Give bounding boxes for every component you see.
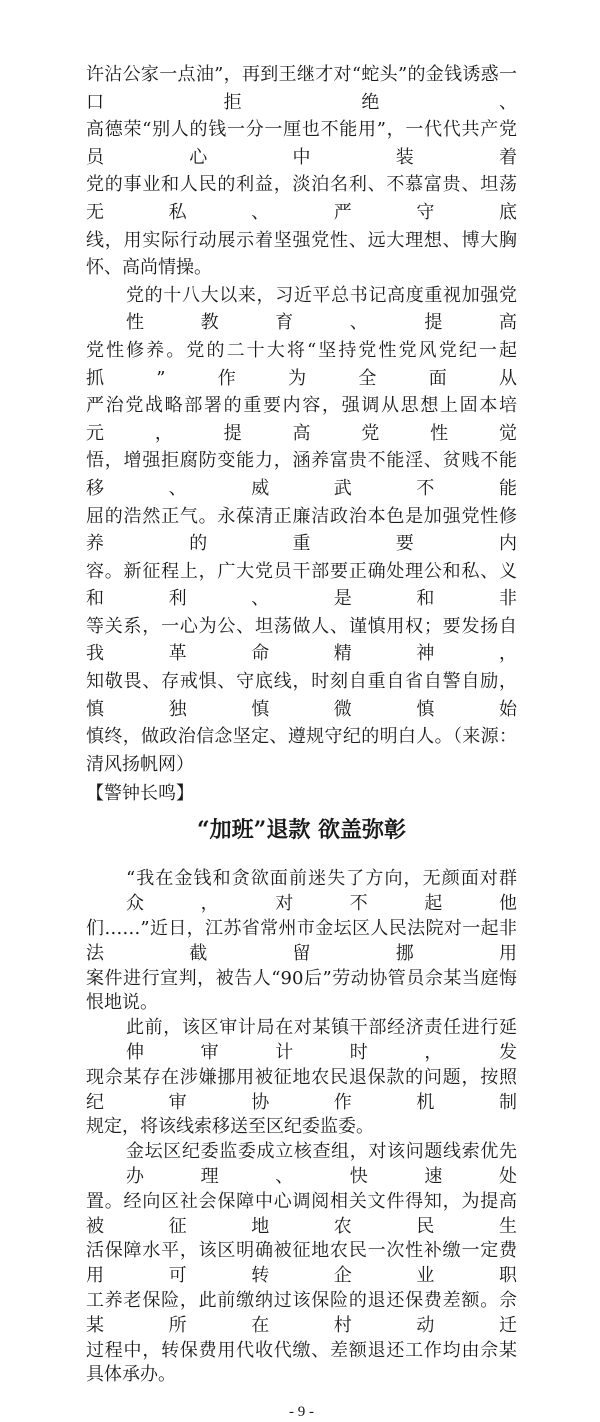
section-label: 【警钟长鸣】 — [86, 783, 194, 805]
text-line: 知敬畏、存戒惧、守底线，时刻自重自省自警自励，慎独慎微慎始 — [86, 671, 517, 720]
paragraph — [86, 282, 517, 779]
text-line: 线，用实际行动展示着坚强党性、远大理想、博大胸怀、高尚情操。 — [86, 229, 517, 279]
text-line: 容。新征程上，广大党员干部要正确处理公和私、义和利、是和非 — [86, 560, 517, 610]
text-line: 置。经向区社会保障中心调阅相关文件得知，为提高被征地农民生 — [86, 1190, 517, 1237]
body-text-bottom — [86, 867, 517, 1388]
text-line: 规定，将该线索移送至区纪委监委。 — [86, 1116, 374, 1138]
text-line: “我在金钱和贪欲面前迷失了方向，无颜面对群众，对不起他 — [126, 868, 517, 915]
text-line: 金坛区纪委监委成立核查组，对该问题线索优先办理、快速处 — [126, 1141, 517, 1187]
body-text-top — [86, 61, 517, 778]
paragraph — [86, 867, 517, 1016]
paragraph — [86, 1140, 517, 1388]
article-title: “加班”退款 欲盖弥彰 — [197, 817, 406, 844]
text-line: 悟，增强拒腐防变能力，涵养富贵不能淫、贫贱不能移、威武不能 — [86, 450, 517, 499]
text-line: 案件进行宣判，被告人“90后”劳动协管员佘某当庭悔恨地说。 — [86, 967, 517, 1014]
text-line: 屈的浩然正气。永葆清正廉洁政治本色是加强党性修养的重要内 — [86, 505, 517, 555]
text-line: 工养老保险，此前缴纳过该保险的退还保费差额。佘某所在村动迁 — [86, 1289, 517, 1336]
text-line: 等关系，一心为公、坦荡做人、谨慎用权；要发扬自我革命精神， — [86, 615, 517, 665]
text-line: 党的十八大以来，习近平总书记高度重视加强党性教育、提高 — [126, 284, 517, 334]
text-line: 许沾公家一点油”，再到王继才对“蛇头”的金钱诱惑一口拒绝、 — [86, 64, 517, 113]
page-number: - 9 - — [289, 1404, 314, 1421]
text-line: 高德荣“别人的钱一分一厘也不能用”，一代代共产党员心中装着 — [86, 119, 517, 168]
text-line: 党性修养。党的二十大将“坚持党性党风党纪一起抓”作为全面从 — [86, 339, 517, 389]
paragraph — [86, 1016, 517, 1140]
paragraph — [86, 61, 517, 282]
text-line: 现佘某存在涉嫌挪用被征地农民退保款的问题，按照纪审协作机制 — [86, 1066, 517, 1113]
text-line: 党的事业和人民的利益，淡泊名利、不慕富贵、坦荡无私、严守底 — [86, 174, 517, 223]
text-line: 过程中，转保费用代收代缴、差额退还工作均由佘某具体承办。 — [86, 1339, 517, 1386]
text-line: 们……”近日，江苏省常州市金坛区人民法院对一起非法截留挪用 — [86, 918, 517, 964]
text-line: 慎终，做政治信念坚定、遵规守纪的明白人。（来源：清风扬帆网） — [86, 726, 517, 775]
text-line: 此前，该区审计局在对某镇干部经济责任进行延伸审计时，发 — [126, 1017, 517, 1064]
text-line: 严治党战略部署的重要内容，强调从思想上固本培元，提高党性觉 — [86, 395, 517, 444]
text-line: 活保障水平，该区明确被征地农民一次性补缴一定费用可转企业职 — [86, 1240, 517, 1287]
